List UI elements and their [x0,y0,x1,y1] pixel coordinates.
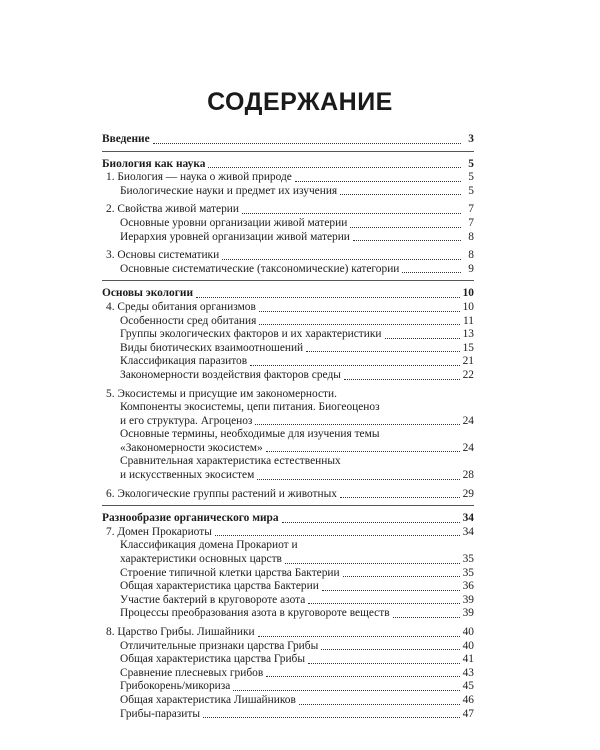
page-number: 34 [462,512,474,525]
toc-entry[interactable] [102,488,474,502]
toc-entry-label: Основные систематические (таксономические) категории [120,262,400,275]
page-number: 10 [462,287,474,300]
page-number: 39 [462,607,474,620]
toc-entry-label: Виды биотических взаимоотношений [120,341,304,354]
page-number: 7 [468,216,474,229]
page-number: 21 [462,355,474,368]
toc-entry[interactable] [102,369,474,383]
dot-leader [308,663,460,664]
page-number: 45 [462,680,474,693]
dot-leader [233,690,459,691]
page-number: 11 [463,314,474,327]
page-number: 13 [462,328,474,341]
toc-entry[interactable] [102,342,474,356]
section-number: 4. [106,300,118,313]
toc-entry-label: Общая характеристика царства Грибы [120,653,306,666]
page-number: 5 [468,171,474,184]
toc-entry[interactable] [102,512,474,526]
section-number: 5. [106,387,118,400]
toc-entry[interactable] [102,567,474,581]
page-number: 36 [462,580,474,593]
page-number: 7 [468,203,474,216]
toc-entry[interactable] [102,680,474,694]
toc-entry[interactable] [102,171,474,185]
toc-entry[interactable] [102,526,474,540]
page-number: 28 [462,469,474,482]
dot-leader [353,240,461,241]
toc-entry[interactable] [102,626,474,640]
dot-leader [255,424,459,425]
dot-leader [344,379,460,380]
dot-leader [402,272,461,273]
page-title: СОДЕРЖАНИЕ [207,88,393,116]
dot-leader [308,603,459,604]
dot-leader [306,351,459,352]
dot-leader [340,497,460,498]
toc-entry[interactable] [106,415,474,429]
toc-entry-label: 8. Царство Грибы. Лишайники [106,626,255,638]
section-divider [102,151,474,152]
toc-entry[interactable] [102,231,474,245]
toc-entry-multiline[interactable] [102,428,474,455]
dot-leader [215,535,460,536]
toc-entry[interactable] [102,249,474,263]
section-number: 1. [106,171,118,184]
toc-entry[interactable] [102,594,474,608]
dot-leader [258,636,460,637]
toc-entry[interactable] [102,667,474,681]
toc-entry[interactable] [120,442,474,456]
toc-entry[interactable] [102,217,474,231]
dot-leader [266,451,460,452]
section-number: 2. [106,203,118,216]
dot-leader [266,676,459,677]
toc-entry[interactable] [102,315,474,329]
toc-entry-label: Биология как наука [102,157,206,170]
dot-leader [196,297,460,298]
dot-leader [259,311,460,312]
toc-entry-label: Введение [102,133,150,145]
dot-leader [208,167,461,168]
dot-leader [343,576,460,577]
page-number: 34 [462,525,474,538]
toc-entry-label: и искусственных экосистем [120,469,255,482]
toc-entry[interactable] [102,158,474,172]
page-number: 8 [468,249,474,262]
dot-leader [299,704,460,705]
page-number: 47 [462,707,474,720]
toc-entry[interactable] [102,640,474,654]
toc-entry-label: 3. Основы систематики [106,249,220,262]
toc-entry-multiline[interactable] [102,388,474,429]
toc-entry-label: 6. Экологические группы растений и животных [106,487,337,500]
toc-entry[interactable] [102,653,474,667]
dot-leader [257,479,459,480]
toc-entry[interactable] [102,708,474,722]
dot-leader [285,563,460,564]
page-number: 24 [462,414,474,427]
page-number: 40 [462,626,474,638]
toc-entry-label: характеристики основных царств [120,553,282,566]
dot-leader [322,590,460,591]
section-number: 3. [106,249,118,262]
toc-entry[interactable] [102,203,474,217]
page-number: 3 [468,133,474,145]
toc-entry-line: Классификация домена Прокариот и [120,539,298,552]
toc-entry-label: 1. Биология — наука о живой природе [106,171,292,184]
toc-entry[interactable] [102,287,474,301]
page-number: 22 [462,368,474,381]
section-number: 7. [106,525,118,538]
toc-entry-label: 2. Свойства живой материи [106,203,239,216]
page-number: 5 [468,157,474,170]
toc-entry[interactable] [102,263,474,277]
toc-entry-line: Основные термины, необходимые для изучения темы [120,428,380,441]
toc-entry-label: Общая характеристика царства Бактерии [120,580,319,593]
toc-entry-label: Основные уровни организации живой материи [120,216,348,229]
toc-entry-line: Компоненты экосистемы, цепи питания. Биогеоценоз [120,401,380,414]
page-number: 41 [462,653,474,666]
dot-leader [385,338,460,339]
toc-entry-line: 5. Экосистемы и присущие им закономерности. [106,387,337,400]
page-number: 9 [468,262,474,275]
section-number: 6. [106,487,118,500]
dot-leader [259,324,460,325]
toc-entry[interactable] [102,694,474,708]
page-number: 46 [462,693,474,706]
toc-entry-multiline[interactable] [102,539,474,566]
toc-entry-label: Сравнение плесневых грибов [120,666,264,679]
page-number: 15 [462,341,474,354]
page-number: 43 [462,666,474,679]
toc-entry-multiline[interactable] [102,455,474,482]
toc-entry-label: 7. Домен Прокариоты [106,525,212,538]
section-number: 8. [106,626,118,638]
toc-entry[interactable] [102,580,474,594]
page-number: 5 [468,184,474,197]
dot-leader [203,717,460,718]
page-number: 40 [462,639,474,652]
page-number: 35 [462,566,474,579]
toc-entry[interactable] [120,553,474,567]
toc-entry-label: Процессы преобразования азота в круговороте веществ [120,607,390,620]
toc-entry-label: Классификация паразитов [120,355,248,368]
toc-entry-label: Закономерности воздействия факторов среды [120,368,341,381]
toc-entry[interactable] [102,301,474,315]
page-number: 39 [462,593,474,606]
toc-entry-label: Грибокорень/микориза [120,680,231,693]
toc-entry-label: Иерархия уровней организации живой материи [120,230,350,243]
toc-entry-label: и его структура. Агроценоз [120,414,253,427]
dot-leader [295,181,461,182]
toc-entry-label: Основы экологии [102,287,194,300]
toc-entry[interactable] [102,328,474,342]
dot-leader [340,194,461,195]
toc-entry-label: Отличительные признаки царства Грибы [120,639,319,652]
toc-entry-label: Особенности сред обитания [120,314,257,327]
toc-entry[interactable] [102,607,474,621]
section-divider [102,280,474,281]
dot-leader [250,365,459,366]
page-number: 35 [462,553,474,566]
page-number: 8 [468,230,474,243]
toc-entry-label: Общая характеристика Лишайников [120,693,296,706]
toc-entry-label: Разнообразие органического мира [102,512,279,525]
toc-entry[interactable] [102,355,474,369]
toc-entry-label: «Закономерности экосистем» [120,441,263,454]
section-divider [102,505,474,506]
toc-entry-label: Строение типичной клетки царства Бактерии [120,566,340,579]
toc-entry[interactable] [102,133,474,147]
page-number: 24 [462,441,474,454]
toc-entry-label: Группы экологических факторов и их характеристики [120,328,382,341]
dot-leader [282,522,460,523]
dot-leader [321,649,459,650]
table-of-contents [102,133,474,721]
dot-leader [153,143,461,144]
page-number: 10 [462,300,474,313]
toc-entry-label: 4. Среды обитания организмов [106,300,256,313]
toc-entry-label: Биологические науки и предмет их изучения [120,184,338,197]
page-number: 29 [462,487,474,500]
toc-entry[interactable] [120,469,474,483]
toc-entry-label: Участие бактерий в круговороте азота [120,593,306,606]
toc-entry[interactable] [102,185,474,199]
toc-entry-label: Грибы-паразиты [120,707,201,720]
dot-leader [350,227,461,228]
toc-entry-line: Сравнительная характеристика естественных [120,455,341,468]
dot-leader [222,259,461,260]
dot-leader [393,617,460,618]
dot-leader [242,213,461,214]
